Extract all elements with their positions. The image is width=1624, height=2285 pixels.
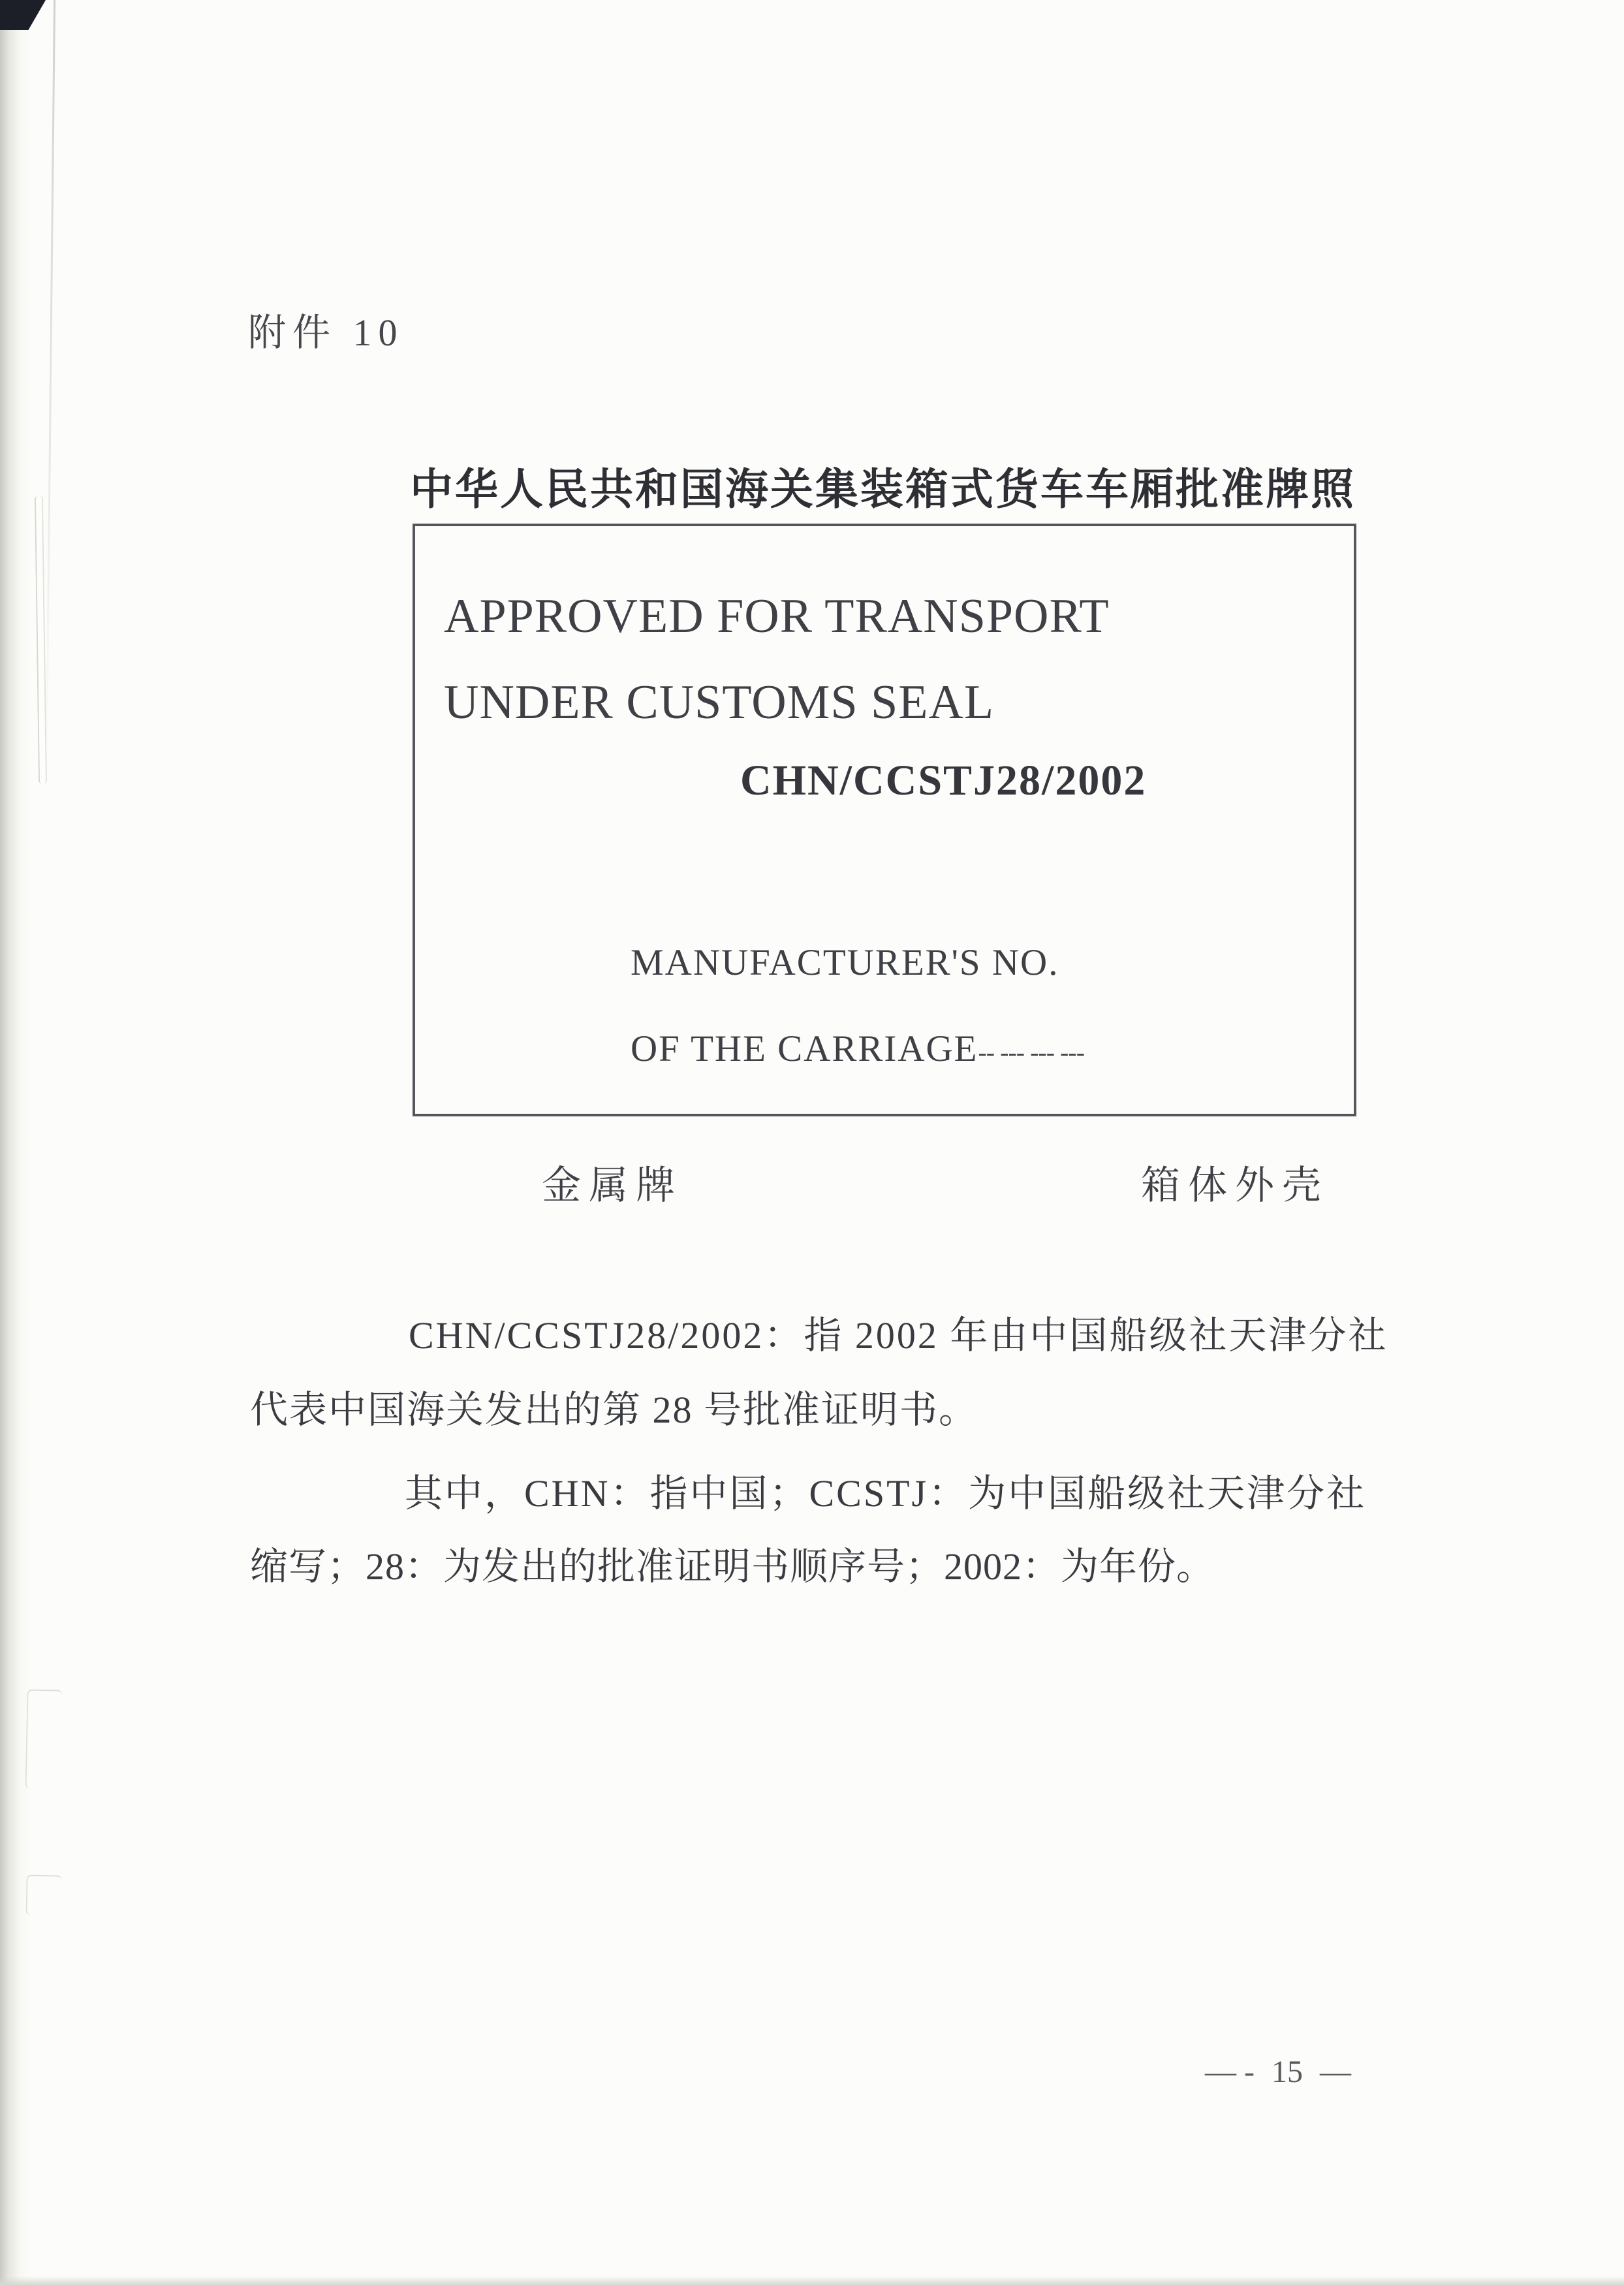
plate-approved-line: APPROVED FOR TRANSPORT [444, 590, 1110, 643]
page-footer [1205, 2054, 1351, 2090]
plate-carriage-line [631, 1028, 1084, 1070]
paragraph-1-line-2: 代表中国海关发出的第 28 号批准证明书。 [250, 1389, 978, 1431]
page-crease-line [46, 0, 55, 757]
attachment-label: 附件 10 [248, 311, 404, 354]
plate-manufacturer-no-line: MANUFACTURER'S NO. [631, 942, 1059, 983]
plate-carriage-label: OF THE CARRIAGE [631, 1028, 978, 1069]
footer-left-dash: — - [1205, 2055, 1255, 2089]
paragraph-1-line-1: CHN/CCSTJ28/2002：指 2002 年由中国船级社天津分社 [409, 1314, 1388, 1357]
document-title: 中华人民共和国海关集装箱式货车车厢批准牌照 [410, 466, 1356, 514]
plate-approval-number: CHN/CCSTJ28/2002 [740, 757, 1147, 804]
scan-left-edge-shadow [0, 0, 30, 2285]
binding-mark [25, 1689, 62, 1789]
page-crease-fold [35, 496, 47, 783]
footer-right-dash: — [1319, 2055, 1351, 2089]
plate-customs-seal-line: UNDER CUSTOMS SEAL [444, 676, 995, 729]
caption-metal-plate: 金属牌 [542, 1164, 683, 1207]
scan-corner-mark [0, 0, 46, 30]
caption-box-shell: 箱体外壳 [1141, 1164, 1329, 1207]
binding-mark [25, 1874, 61, 1915]
footer-page-number: 15 [1271, 2055, 1303, 2089]
carriage-fill-in-dashes: -- --- --- --- [978, 1037, 1085, 1067]
approval-plate-box [413, 524, 1356, 1116]
paragraph-2-line-2: 缩写；28：为发出的批准证明书顺序号；2002：为年份。 [250, 1545, 1215, 1588]
paragraph-2-line-1: 其中，CHN：指中国；CCSTJ：为中国船级社天津分社 [405, 1472, 1367, 1515]
scan-bottom-edge-shadow [0, 2276, 1624, 2285]
